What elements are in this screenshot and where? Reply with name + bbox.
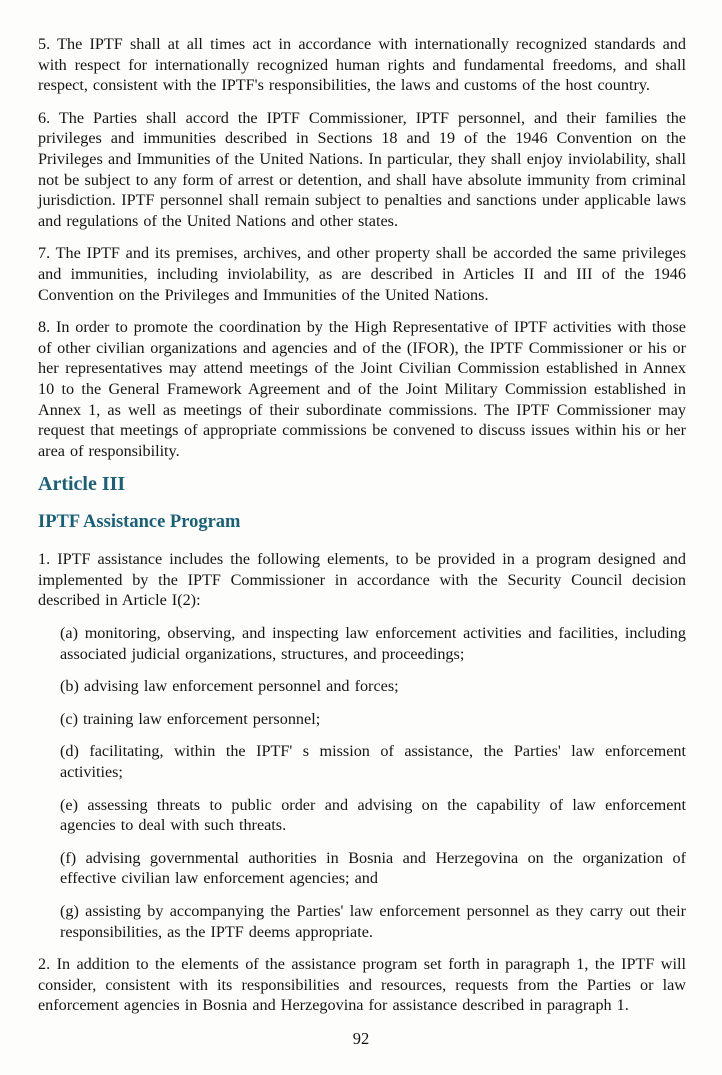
paragraph-1: 1. IPTF assistance includes the following elements, to be provided in a program designed and implemented by the IPTF Commissioner in accordance with the Security Council decision described in Article I(2):	[38, 550, 686, 610]
list-item-g: (g) assisting by accompanying the Parties' law enforcement personnel as they carry out their responsibilities, as the IPTF deems appropriate.	[60, 902, 686, 941]
list-item-d: (d) facilitating, within the IPTF' s mission of assistance, the Parties' law enforcement activities;	[60, 742, 686, 782]
list-item-e: (e) assessing threats to public order and advising on the capability of law enforcement agencies to deal with such threats.	[60, 795, 686, 835]
paragraph-2: 2. In addition to the elements of the assistance program set forth in paragraph 1, the IPTF will consider, consistent with its responsibilities and resources, requests from the Parties or law enforcement agencies in Bosnia and Herzegovina for assistance described in paragraph 1.	[38, 955, 686, 1015]
list-item-c: (c) training law enforcement personnel;	[60, 709, 321, 728]
paragraph-8: 8. In order to promote the coordination by the High Representative of IPTF activities with those of other civilian organizations and agencies and of the (IFOR), the IPTF Commissioner or his or her representatives may attend meetings of the Joint Civilian Commission established in Annex 10 to the General Framework Agreement and of the Joint Military Commission established in Annex 1, as well as meetings of their subordinate commissions. The IPTF Commissioner may request that meetings of appropriate commissions be convened to discuss issues within his or her area of responsibility.	[38, 318, 686, 460]
list-item-a: (a) monitoring, observing, and inspecting law enforcement activities and facilities, including associated judicial organizations, structures, and proceedings;	[60, 624, 686, 663]
paragraph-5: 5. The IPTF shall at all times act in accordance with internationally recognized standards and with respect for internationally recognized human rights and fundamental freedoms, and shall respect, consistent with the IPTF's responsibilities, the laws and customs of the host country.	[38, 35, 686, 95]
iptf-assistance-program-heading: IPTF Assistance Program	[38, 512, 241, 533]
article-iii-heading: Article III	[38, 473, 126, 496]
page-number: 92	[352, 1029, 370, 1048]
paragraph-7: 7. The IPTF and its premises, archives, and other property shall be accorded the same privileges and immunities, including inviolability, as are described in Articles II and III of the 1946 Convention on the Privileges and Immunities of the United Nations.	[38, 244, 686, 304]
list-item-b: (b) advising law enforcement personnel and forces;	[60, 677, 399, 696]
paragraph-6: 6. The Parties shall accord the IPTF Commissioner, IPTF personnel, and their families the privileges and immunities described in Sections 18 and 19 of the 1946 Convention on the Privileges and Immunities of the United Nations. In particular, they shall enjoy inviolability, shall not be subject to any form of arrest or detention, and shall have absolute immunity from criminal jurisdiction. IPTF personnel shall remain subject to penalties and sanctions under applicable laws and regulations of the United Nations and other states.	[38, 108, 686, 230]
list-item-f: (f) advising governmental authorities in Bosnia and Herzegovina on the organization of effective civilian law enforcement agencies; and	[60, 848, 686, 888]
